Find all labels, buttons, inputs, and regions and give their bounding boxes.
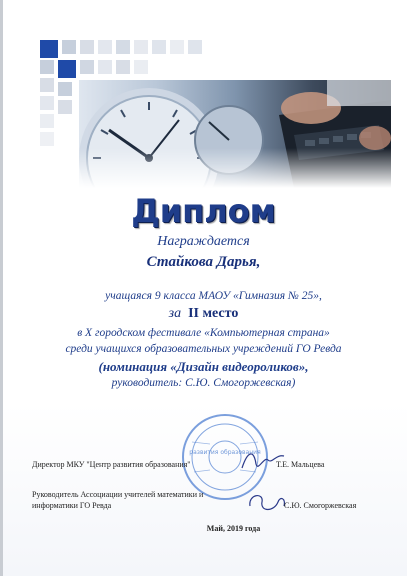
diploma-title: Диплом [131, 192, 276, 230]
director-name: Т.Е. Мальцева [276, 460, 325, 469]
festival-line: в Х городском фестивале «Компьютерная страна» [77, 327, 330, 339]
association-label-1: Руководитель Ассоциации учителей математики и [32, 490, 204, 499]
association-name: С.Ю. Смогоржевская [284, 501, 357, 510]
among-line: среди учащихся образовательных учреждений ГО Ревда [65, 343, 342, 355]
director-label: Директор МКУ "Центр развития образования" [32, 460, 191, 469]
recipient-name: Стайкова Дарья, [146, 254, 261, 270]
place-value: II место [188, 306, 239, 321]
issue-date: Май, 2019 года [206, 524, 261, 533]
awarded-label: Награждается [157, 234, 250, 249]
head-line: руководитель: С.Ю. Смогоржевская) [111, 377, 296, 389]
study-line: учащаяся 9 класса МАОУ «Гимназия № 25», [105, 290, 322, 302]
header-photo [79, 80, 391, 188]
stamp-text: развития образования [189, 449, 261, 456]
nomination-line: (номинация «Дизайн видеороликов», [98, 359, 309, 374]
association-label-2: информатики ГО Ревда [32, 501, 112, 510]
place-line [0, 306, 407, 322]
page-edge [0, 0, 3, 576]
place-prefix: за [168, 306, 182, 321]
